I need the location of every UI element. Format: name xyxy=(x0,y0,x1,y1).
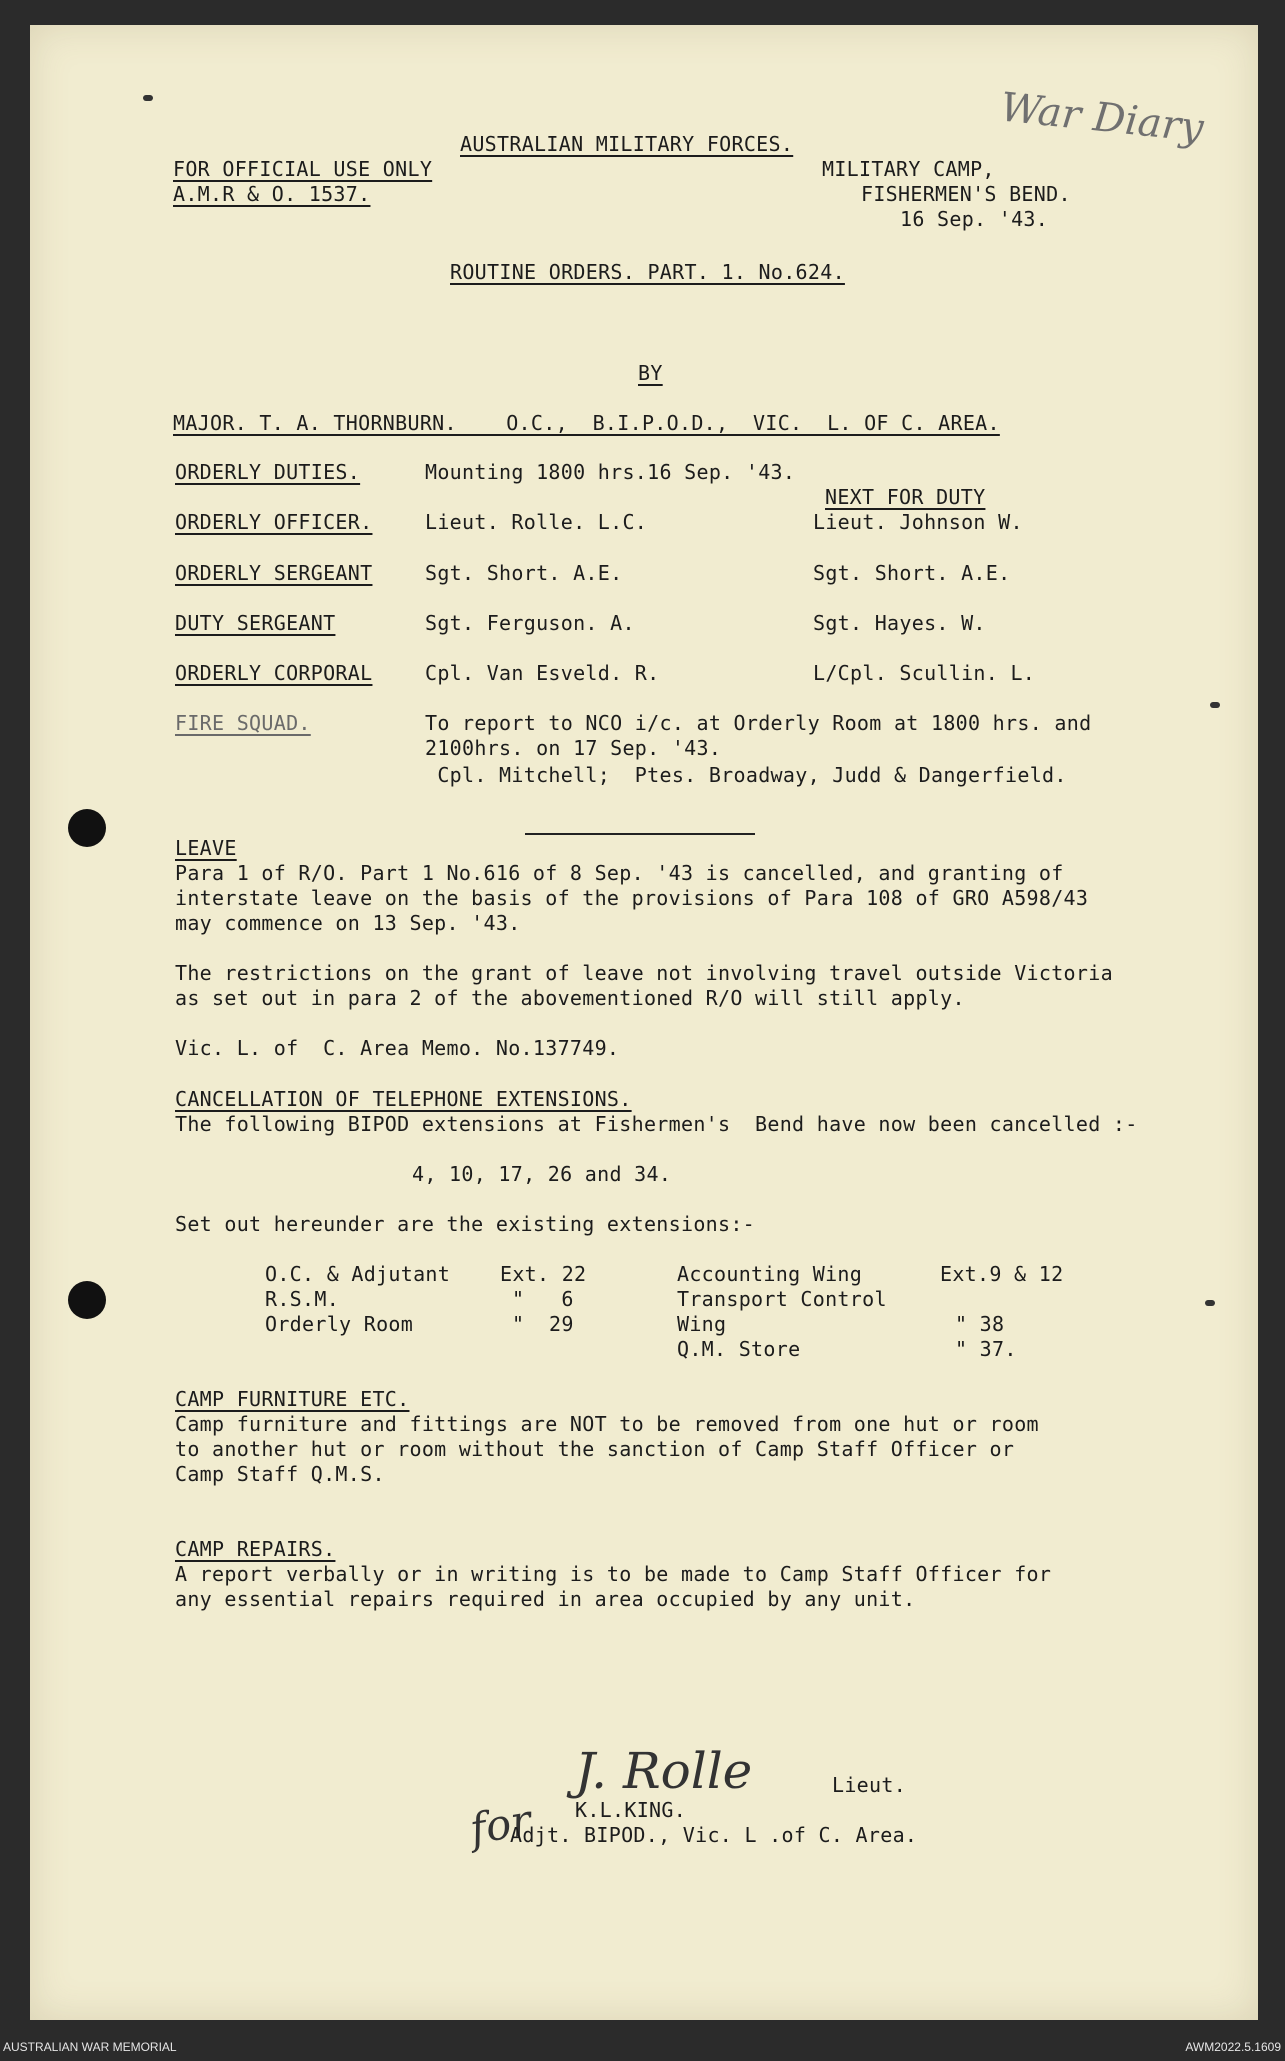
leave-memo: Vic. L. of C. Area Memo. No.137749. xyxy=(175,1036,620,1060)
extension-name: Transport Control xyxy=(677,1287,887,1311)
furniture-line: Camp furniture and fittings are NOT to be removed from one hut or room xyxy=(175,1412,1039,1436)
duty-label: DUTY SERGEANT xyxy=(175,611,336,635)
handwritten-signature: J. Rolle xyxy=(575,1742,753,1800)
archive-footer-right: AWM2022.5.1609 xyxy=(1185,2040,1281,2054)
reference-number: A.M.R & O. 1537. xyxy=(173,182,371,206)
next-for-duty-heading: NEXT FOR DUTY xyxy=(825,485,986,509)
fire-squad-line: 2100hrs. on 17 Sep. '43. xyxy=(425,736,722,760)
camp-location: FISHERMEN'S BEND. xyxy=(861,182,1071,206)
orderly-duties-label: ORDERLY DUTIES. xyxy=(175,460,361,484)
leave-heading: LEAVE xyxy=(175,836,237,860)
duty-current: Cpl. Van Esveld. R. xyxy=(425,661,660,685)
official-use-label: FOR OFFICIAL USE ONLY xyxy=(173,157,433,181)
duty-next: L/Cpl. Scullin. L. xyxy=(813,661,1036,685)
extension-name: O.C. & Adjutant xyxy=(265,1262,451,1286)
furniture-line: to another hut or room without the sanction of Camp Staff Officer or xyxy=(175,1437,1015,1461)
duty-current: Sgt. Ferguson. A. xyxy=(425,611,635,635)
extension-number: Ext.9 & 12 xyxy=(940,1262,1064,1286)
duty-next: Sgt. Hayes. W. xyxy=(813,611,986,635)
extension-name: Wing xyxy=(677,1312,727,1336)
extension-number: " 29 xyxy=(512,1312,574,1336)
duty-current: Lieut. Rolle. L.C. xyxy=(425,510,648,534)
punch-hole-bottom xyxy=(68,1281,106,1319)
extension-name: R.S.M. xyxy=(265,1287,340,1311)
repairs-heading: CAMP REPAIRS. xyxy=(175,1537,336,1561)
document-page xyxy=(30,25,1258,2020)
leave-para-line: may commence on 13 Sep. '43. xyxy=(175,911,521,935)
signatory-name: K.L.KING. xyxy=(575,1798,687,1822)
extension-number: Ext. 22 xyxy=(500,1262,587,1286)
fire-squad-line: To report to NCO i/c. at Orderly Room at 1800 hrs. and xyxy=(425,711,1092,735)
fire-squad-label: FIRE SQUAD. xyxy=(175,711,311,735)
repairs-line: any essential repairs required in area occupied by any unit. xyxy=(175,1587,916,1611)
paper-mark xyxy=(143,95,153,101)
paper-mark xyxy=(1205,1300,1215,1306)
telephone-heading: CANCELLATION OF TELEPHONE EXTENSIONS. xyxy=(175,1087,632,1111)
extension-number: " 37. xyxy=(955,1337,1017,1361)
duty-label: ORDERLY SERGEANT xyxy=(175,561,373,585)
telephone-intro: The following BIPOD extensions at Fishermen's Bend have now been cancelled :- xyxy=(175,1112,1138,1136)
extension-number: " 6 xyxy=(512,1287,574,1311)
fire-squad-line: Cpl. Mitchell; Ptes. Broadway, Judd & Dangerfield. xyxy=(425,763,1067,787)
furniture-line: Camp Staff Q.M.S. xyxy=(175,1462,385,1486)
leave-para-line: The restrictions on the grant of leave not involving travel outside Victoria xyxy=(175,961,1113,985)
by-label: BY xyxy=(638,361,663,385)
repairs-line: A report verbally or in writing is to be made to Camp Staff Officer for xyxy=(175,1562,1052,1586)
duty-label: ORDERLY OFFICER. xyxy=(175,510,373,534)
leave-para-line: interstate leave on the basis of the provisions of Para 108 of GRO A598/43 xyxy=(175,886,1089,910)
extension-name: Accounting Wing xyxy=(677,1262,863,1286)
order-date: 16 Sep. '43. xyxy=(900,207,1049,231)
cancelled-extensions: 4, 10, 17, 26 and 34. xyxy=(412,1162,672,1186)
camp-name: MILITARY CAMP, xyxy=(822,157,995,181)
leave-para-line: as set out in para 2 of the abovementioned R/O will still apply. xyxy=(175,986,965,1010)
paper-mark xyxy=(1210,702,1220,708)
signatory-appointment: Adjt. BIPOD., Vic. L .of C. Area. xyxy=(510,1823,918,1847)
signatory-rank: Lieut. xyxy=(832,1773,907,1797)
order-title: ROUTINE ORDERS. PART. 1. No.624. xyxy=(450,260,845,284)
duty-label: ORDERLY CORPORAL xyxy=(175,661,373,685)
duty-current: Sgt. Short. A.E. xyxy=(425,561,623,585)
forces-heading: AUSTRALIAN MILITARY FORCES. xyxy=(460,132,794,156)
handwritten-annotation: War Diary xyxy=(998,84,1206,152)
extension-name: Q.M. Store xyxy=(677,1337,801,1361)
handwritten-for: for xyxy=(466,1795,535,1854)
section-divider xyxy=(525,833,755,835)
commander-line: MAJOR. T. A. THORNBURN. O.C., B.I.P.O.D., VIC. L. OF C. AREA. xyxy=(173,411,1000,435)
furniture-heading: CAMP FURNITURE ETC. xyxy=(175,1387,410,1411)
duty-next: Sgt. Short. A.E. xyxy=(813,561,1011,585)
punch-hole-top xyxy=(68,809,106,847)
existing-intro: Set out hereunder are the existing extensions:- xyxy=(175,1212,756,1236)
duty-next: Lieut. Johnson W. xyxy=(813,510,1023,534)
orderly-duties-value: Mounting 1800 hrs.16 Sep. '43. xyxy=(425,460,796,484)
archive-footer-left: AUSTRALIAN WAR MEMORIAL xyxy=(3,2040,177,2054)
extension-number: " 38 xyxy=(955,1312,1005,1336)
leave-para-line: Para 1 of R/O. Part 1 No.616 of 8 Sep. '43 is cancelled, and granting of xyxy=(175,861,1064,885)
extension-name: Orderly Room xyxy=(265,1312,414,1336)
